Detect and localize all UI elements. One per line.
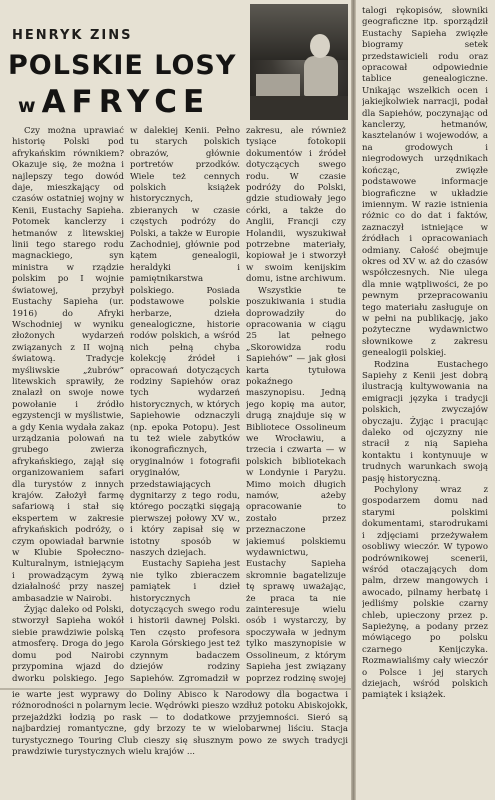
paragraph: Czy można uprawiać historię Polski pod afrykańskim równikiem? Okazuje się, że można i najlepszy tego dowód daje, mieszkający od czasów ostatniej wojny w Kenii, Eustachy Sapieha. Potomek kanclerzy i hetmanów z litewskiej linii tego starego rodu magnackiego, syn ministra w rządzie polskim po I wojnie światowej, przybył Eustachy Sapieha (ur. 1916) do Afryki Wschodniej w wyniku złożonych wydarzeń związanych z II wojną światową. Tradycje myśliwskie „żubrów” litewskich sprawiły, że znalazł on swoje nowe powołanie i źródło egzystencji w myślistwie, a gdy Kenia wydała zakaz urządzania polowań na grubego zwierza afrykańskiego, zajął się organizowaniem safari dla turystów z innych krajów. Założył farmę safariową i stał się ekspertem w zakresie afrykańskich podróży, o czym opowiadał barwnie w Klubie Społeczno-Kulturalnym, istniejącym i prowadzącym żywą działalność przy naszej ambasadzie w Nairobi. xyxy=(12,126,124,604)
photo-boxes xyxy=(256,74,300,96)
photo-person-head xyxy=(310,34,330,58)
article-photo xyxy=(250,4,348,120)
article-column-1 xyxy=(12,126,124,684)
article-author: HENRYK ZINS xyxy=(12,28,133,43)
article-title-line2 xyxy=(18,84,248,125)
paragraph: Rodzina Eustachego Sapiehy z Kenii jest dobrą ilustracją kultywowania na emigracji języka i tradycji polskich, zwyczajów obyczaju. Żyjąc i pracując daleko od ojczyzny nie stracił z nią Sapieha kontaktu i kontynuuje w trudnych warunkach swoją pasję historyczną. xyxy=(362,359,488,484)
paragraph: w dalekiej Kenii. Pełno tu starych polskich obrazów, głównie portretów przodków. Wiele też cennych polskich książek historycznych, zbieranych w czasie częstych podróży do Polski, a także w Europie Zachodniej, głównie pod kątem genealogii, heraldyki i pamiętnikarstwa polskiego. Posiada podstawowe polskie herbarze, dzieła genealogiczne, historie rodów polskich, a wśród nich pełną chyba kolekcję źródeł i opracowań dotyczących rodziny Sapiehów oraz tych wydarzeń historycznych, w których Sapiehowie odznaczyli (np. epoka Potopu). Jest tu też wiele zabytków ikonograficznych, oryginalnów i fotografii oryginałów, przedstawiających dygnitarzy z tego rodu, którego początki sięgają pierwszej połowy XV w., i który zapisał się w istotny sposób w naszych dziejach. xyxy=(130,126,240,559)
article-column-3 xyxy=(246,126,346,684)
article-column-4 xyxy=(362,6,488,754)
title-word-w: w xyxy=(18,95,36,117)
paragraph: Wszystkie te poszukiwania i studia doprowadziły do opracowania w ciągu 25 lat pełnego „Skorowidza rodu Sapiehów” — jak głosi karta tytułowa pokaźnego maszynopisu. Jedną jego kopię ma autor, drugą znajduje się w Bibliotece Ossolineum we Wrocławiu, a trzecia i czwarta — w polskich bibliotekach w Londynie i Paryżu. Mimo moich długich namów, ażeby opracowanie to zostało przez przeznaczone jakiemuś polskiemu wydawnictwu, Eustachy Sapieha skromnie bagatelizuje tę sprawę uważając, że praca ta nie zainteresuje wielu osób i wystarczy, by spoczywała w jednym tylko maszynopisie w Ossolineum, z którym Sapieha jest związany poprzez rodzinę swojej xyxy=(246,285,346,684)
paragraph: talogi rękopisów, słowniki geograficzne itp. sporządził Eustachy Sapieha zwięzłe biogramy setek przedstawicieli rodu oraz opracował odpowiednie tablice genealogiczne. Unikając wszelkich ocen i jakiejkolwiek narracji, podał dla Sapiehów, poczynając od kanclerzy, hetmanów, kasztelanów i wojewodów, a na grodowych i niegrodowych urzędnikach kończąc, zwięzłe podstawowe informacje biograficzne w układzie imiennym. W razie istnienia różnic co do dat i faktów, zaznaczył istniejące w źródłach i opracowaniach odmiany. Całość obejmuje okres od XV w. aż do czasów współczesnych. Nie ulega dla mnie wątpliwości, że po pewnym przepracowaniu tego materiału zasługuje on w pełni na publikację, jako pożyteczne wydawnictwo słownikowe z zakresu genealogii polskiej. xyxy=(362,6,488,359)
title-word-afryce: AFRYCE xyxy=(41,84,211,120)
paragraph: Eustachy Sapieha jest nie tylko zbieraczem pamiątek i dzieł historycznych dotyczących swego rodu i historii dawnej Polski. Ten często profesora Karola Górskiego jest też czynnym badaczem dziejów rodziny Sapiehów. Zgromadził w xyxy=(130,559,240,684)
paragraph: Żyjąc daleko od Polski, stworzył Sapieha wokół siebie prawdziwie polską atmosferę. Droga do jego domu pod Nairobi przypomina wjazd do dworku polskiego. Jego xyxy=(12,605,124,684)
adjacent-article-fragment xyxy=(12,690,348,800)
article-column-2 xyxy=(130,126,240,684)
article-title-line1: POLSKIE LOSY xyxy=(8,50,237,81)
paragraph: Pochylony wraz z gospodarzem domu nad starymi polskimi dokumentami, starodrukami i zdjęciami przeżywałem osobliwy wieczór. W typowo podrównikowej scenerii, wśród otaczających dom palm, drzew mangowych i awocado, pilnamy herbatę i jedliśmy polskie czarny chleb, upieczony przez p. Sapieżynę, a podany przez mówiącego po polsku czarnego Kenijczyka. Rozmawialiśmy cały wieczór o Polsce i jej starych dziejach, wśród polskich pamiątek i książek. xyxy=(362,485,488,701)
clipping-edge xyxy=(351,0,356,800)
photo-person-body xyxy=(304,56,338,96)
photo-ground xyxy=(250,96,348,120)
photo-background xyxy=(250,4,348,60)
paragraph: zakresu, ale również tysiące fotokopii dokumentów i źródeł dotyczących swego rodu. W czasie podróży do Polski, gdzie studiowały jego córki, a także do Anglii, Francji czy Holandii, wyszukiwał potrzebne materiały, kopiował je i stworzył w swoim kenijskim domu, istne archiwum. xyxy=(246,126,346,285)
paragraph: ie warte jest wyprawy do Doliny Abisco k Narodowy dla bogactwa i różnorodności n polarnym lecie. Wędrówki pieszo wzdłuż potoku Abiskojokk, przejażdżki łodzią po rask — to dodatkowe przyjemności. Sieró są najbardziej romantyczne, gdy brzozy te w wielobarwnej liściu. Stacja turystycznego Touring Club cieszy się słusznym powo ze swych tradycji prawdziwie turystycznych wielu krajów ... xyxy=(12,690,348,758)
